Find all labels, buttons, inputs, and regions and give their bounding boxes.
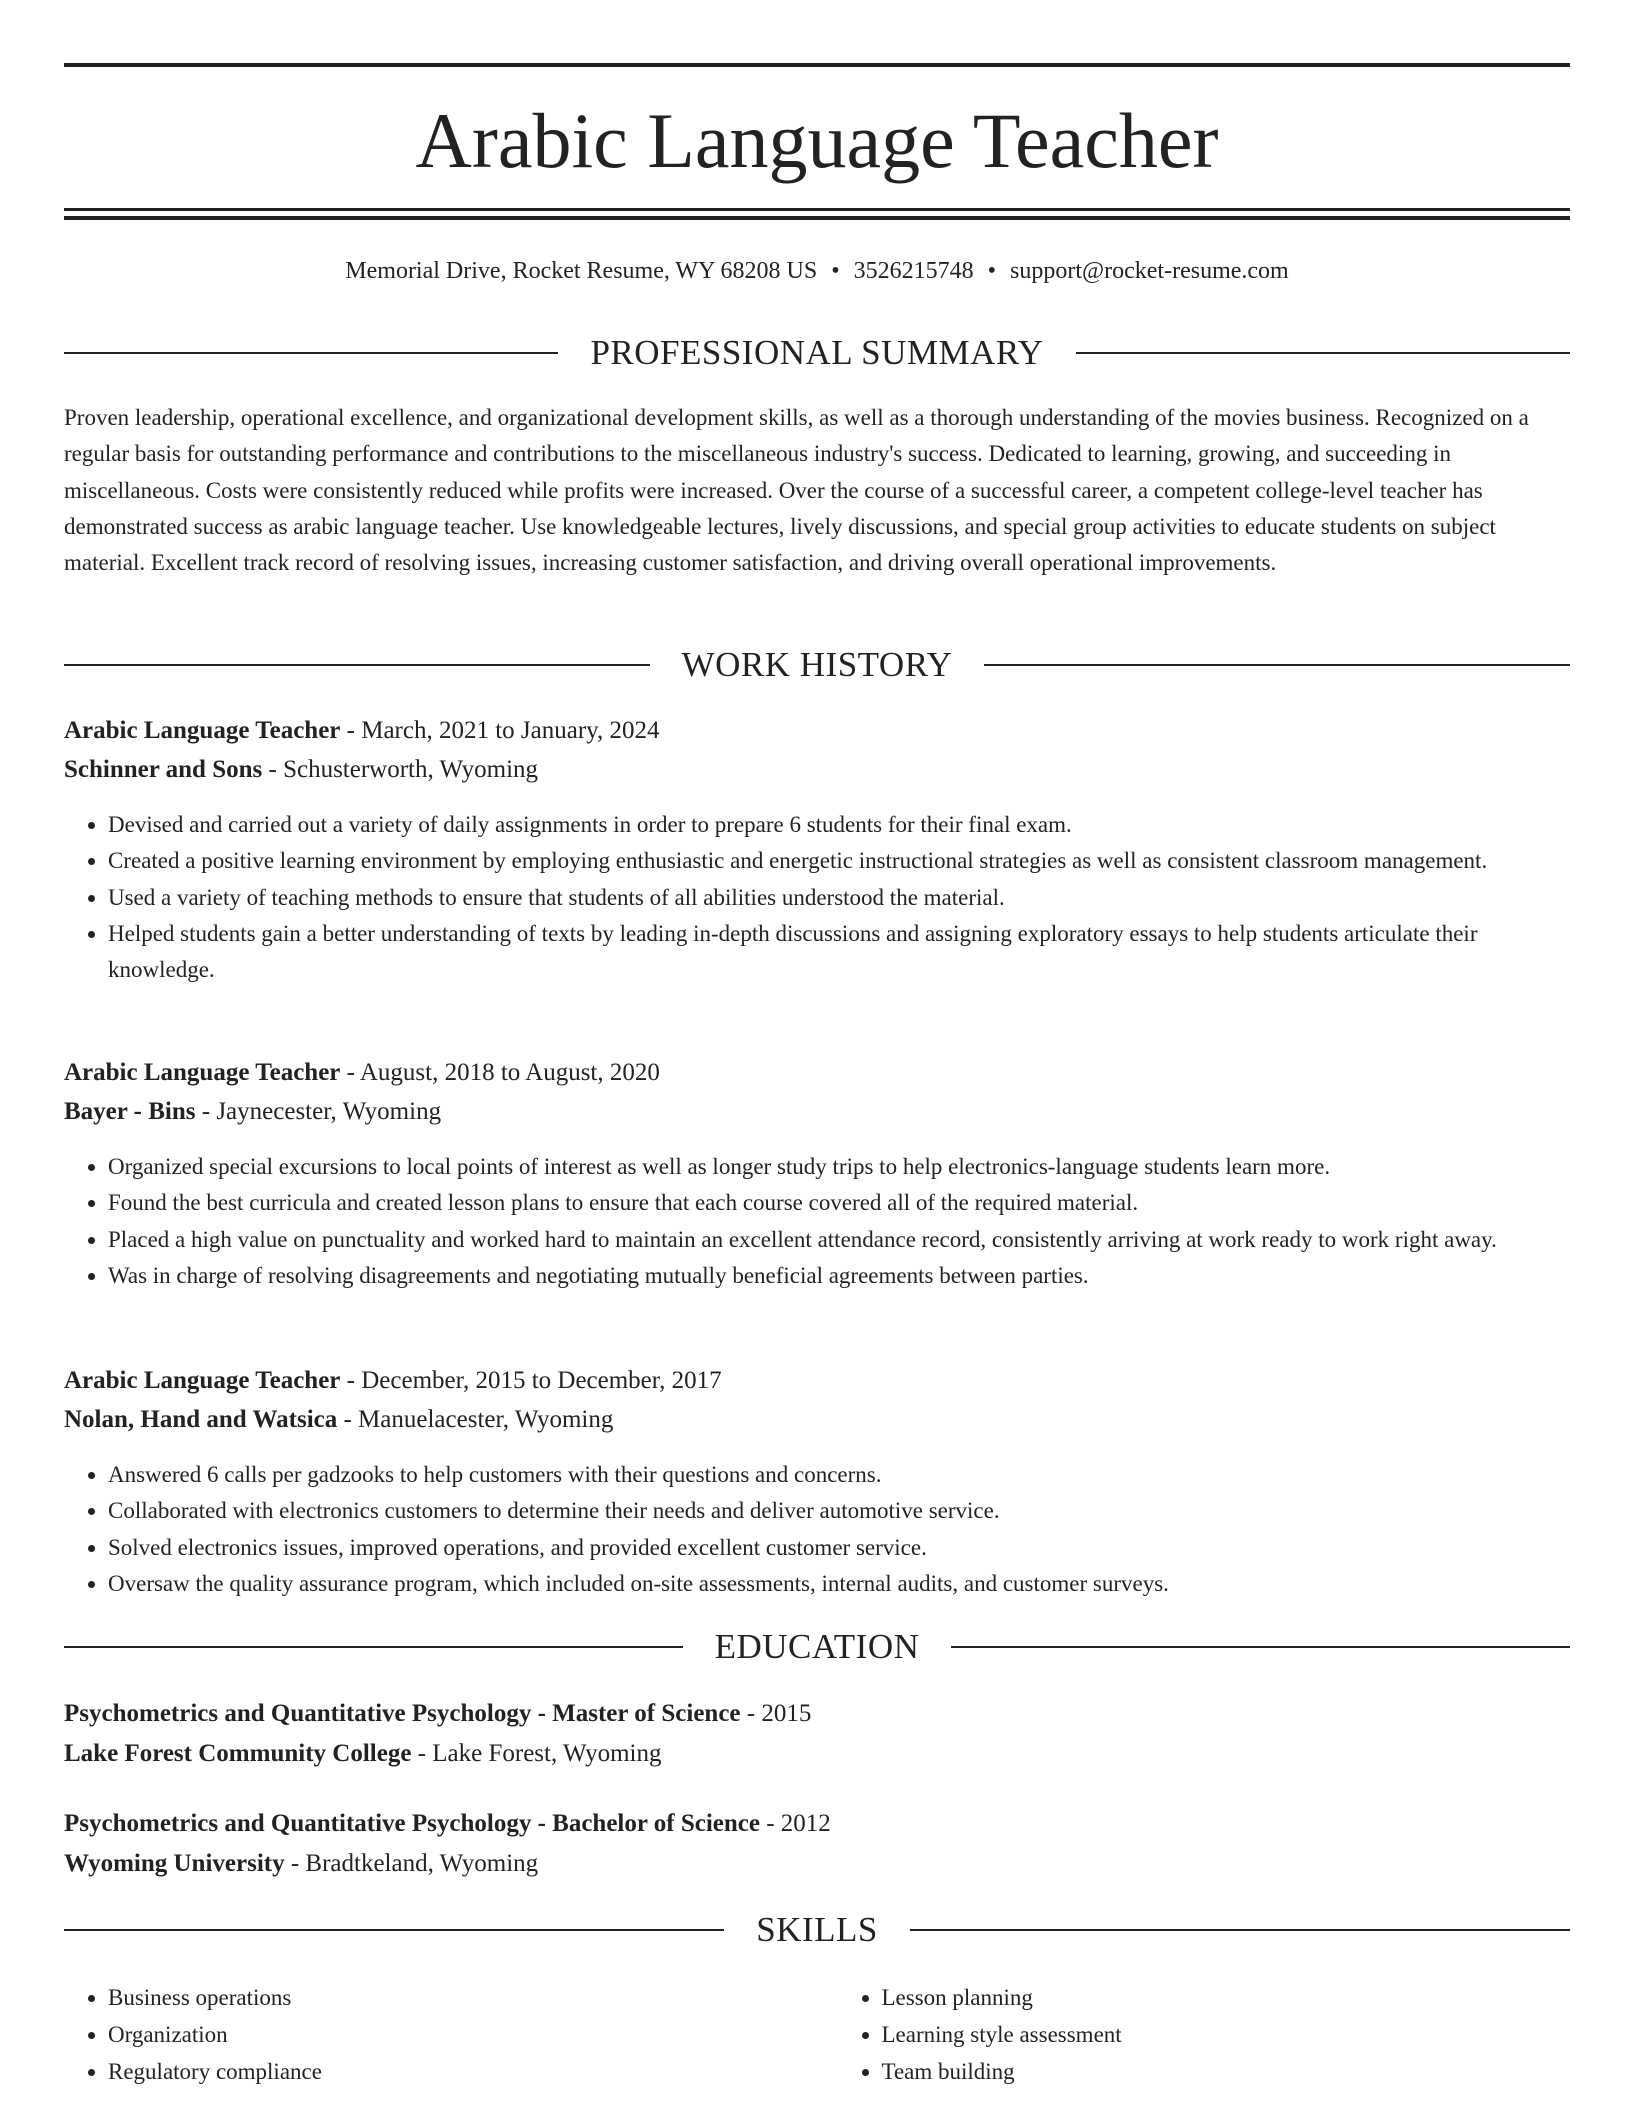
education-degree: Psychometrics and Quantitative Psychology - Master of Science bbox=[64, 1700, 741, 1727]
job-entry bbox=[64, 1058, 1570, 1294]
divider-line bbox=[64, 1646, 683, 1648]
divider-line bbox=[1076, 352, 1570, 354]
resume-title: Arabic Language Teacher bbox=[415, 97, 1219, 184]
education-school: Lake Forest Community College bbox=[64, 1740, 412, 1767]
job-duties bbox=[64, 1149, 1570, 1294]
section-heading-education bbox=[64, 1627, 1570, 1667]
divider-line bbox=[984, 664, 1570, 666]
job-duty: • Created a positive learning environment by employing enthusiastic and energetic instructional strategies as well as consistent classroom management. bbox=[108, 843, 1570, 879]
divider-line bbox=[64, 664, 650, 666]
job-duty: • Helped students gain a better understanding of texts by leading in-depth discussions and assigning exploratory essays to help students articulate their knowledge. bbox=[108, 916, 1570, 989]
job-duty: • Collaborated with electronics customers to determine their needs and deliver automotive service. bbox=[108, 1493, 1570, 1529]
job-title: Arabic Language Teacher bbox=[64, 1059, 341, 1086]
education-school: Wyoming University bbox=[64, 1850, 285, 1877]
divider-line bbox=[64, 1929, 724, 1931]
job-title-line bbox=[64, 716, 1570, 746]
job-duty: • Found the best curricula and created lesson plans to ensure that each course covered all of the required material. bbox=[108, 1185, 1570, 1221]
job-company: Schinner and Sons bbox=[64, 756, 263, 783]
job-location: - Jaynecester, Wyoming bbox=[195, 1098, 442, 1125]
job-company-line bbox=[64, 755, 1570, 785]
contact-email: support@rocket-resume.com bbox=[1010, 258, 1289, 284]
education-school-line bbox=[64, 1849, 1570, 1879]
skill-item: • Organization bbox=[108, 2016, 797, 2053]
skill-item: • Lesson planning bbox=[882, 1979, 1571, 2016]
skills-column-left bbox=[64, 1979, 797, 2090]
job-duty: • Oversaw the quality assurance program, which included on-site assessments, internal audits, and customer surveys. bbox=[108, 1566, 1570, 1602]
job-title: Arabic Language Teacher bbox=[64, 717, 341, 744]
job-duties bbox=[64, 1457, 1570, 1602]
divider-line bbox=[64, 352, 558, 354]
job-location: - Manuelacester, Wyoming bbox=[337, 1406, 614, 1433]
job-title-line bbox=[64, 1366, 1570, 1396]
skill-item: • Regulatory compliance bbox=[108, 2053, 797, 2090]
contact-separator: • bbox=[831, 258, 840, 284]
job-entry bbox=[64, 716, 1570, 988]
education-degree-line bbox=[64, 1699, 1570, 1729]
job-dates: - March, 2021 to January, 2024 bbox=[340, 717, 660, 744]
job-title-line bbox=[64, 1058, 1570, 1088]
skill-item: • Learning style assessment bbox=[882, 2016, 1571, 2053]
job-company-line bbox=[64, 1405, 1570, 1435]
skills-list bbox=[64, 1979, 1570, 2090]
job-duty: • Organized special excursions to local points of interest as well as longer study trips to help electronics-language students learn more. bbox=[108, 1149, 1570, 1185]
header-top-rule bbox=[64, 63, 1570, 67]
job-duty: • Placed a high value on punctuality and worked hard to maintain an excellent attendance record, consistently arriving at work ready to work right away. bbox=[108, 1222, 1570, 1258]
job-duty: • Was in charge of resolving disagreements and negotiating mutually beneficial agreements between parties. bbox=[108, 1258, 1570, 1294]
section-title-education: EDUCATION bbox=[714, 1627, 920, 1666]
job-company: Bayer - Bins bbox=[64, 1098, 196, 1125]
job-dates: - August, 2018 to August, 2020 bbox=[340, 1059, 660, 1086]
section-heading-skills bbox=[64, 1910, 1570, 1950]
contact-phone: 3526215748 bbox=[853, 258, 974, 284]
section-title-work: WORK HISTORY bbox=[681, 645, 953, 684]
education-year: - 2012 bbox=[759, 1810, 831, 1837]
education-entry bbox=[64, 1809, 1570, 1879]
section-heading-work bbox=[64, 645, 1570, 685]
header-bottom-rule bbox=[64, 208, 1570, 211]
job-company: Nolan, Hand and Watsica bbox=[64, 1406, 338, 1433]
contact-line bbox=[64, 254, 1570, 288]
skill-item: • Business operations bbox=[108, 1979, 797, 2016]
job-duty: • Answered 6 calls per gadzooks to help customers with their questions and concerns. bbox=[108, 1457, 1570, 1493]
contact-address: Memorial Drive, Rocket Resume, WY 68208 US bbox=[345, 258, 818, 284]
job-duty: • Devised and carried out a variety of daily assignments in order to prepare 6 students for their final exam. bbox=[108, 807, 1570, 843]
job-duties bbox=[64, 807, 1570, 988]
header-bottom-rule-2 bbox=[64, 216, 1570, 220]
job-entry bbox=[64, 1366, 1570, 1602]
contact-separator: • bbox=[987, 258, 997, 284]
education-degree: Psychometrics and Quantitative Psychology - Bachelor of Science bbox=[64, 1810, 760, 1837]
section-title-skills: SKILLS bbox=[756, 1910, 878, 1949]
job-duty: • Used a variety of teaching methods to ensure that students of all abilities understood the material. bbox=[108, 880, 1570, 916]
education-location: - Lake Forest, Wyoming bbox=[411, 1740, 662, 1767]
divider-line bbox=[910, 1929, 1570, 1931]
job-duty: • Solved electronics issues, improved operations, and provided excellent customer service. bbox=[108, 1530, 1570, 1566]
education-degree-line bbox=[64, 1809, 1570, 1839]
divider-line bbox=[951, 1646, 1570, 1648]
education-year: - 2015 bbox=[740, 1700, 812, 1727]
skill-item: • Team building bbox=[882, 2053, 1571, 2090]
education-school-line bbox=[64, 1739, 1570, 1769]
skills-column-right bbox=[838, 1979, 1571, 2090]
section-heading-summary bbox=[64, 333, 1570, 373]
section-title-summary: PROFESSIONAL SUMMARY bbox=[590, 333, 1044, 372]
job-dates: - December, 2015 to December, 2017 bbox=[340, 1367, 722, 1394]
job-company-line bbox=[64, 1097, 1570, 1127]
education-entry bbox=[64, 1699, 1570, 1769]
job-location: - Schusterworth, Wyoming bbox=[262, 756, 539, 783]
summary-text: Proven leadership, operational excellence, and organizational development skills, as well as a thorough understanding of the movies business. Recognized on a regular basis for outstanding performance and contributions to the miscellaneous industry's success. Dedicated to learning, growing, and succeeding in miscellaneous. Costs were consistently reduced while profits were increased. Over the course of a successful career, a competent college-level teacher has demonstrated success as arabic language teacher. Use knowledgeable lectures, lively discussions, and special group activities to educate students on subject material. Excellent track record of resolving issues, increasing customer satisfaction, and driving overall operational improvements. bbox=[64, 405, 1529, 576]
education-location: - Bradtkeland, Wyoming bbox=[284, 1850, 539, 1877]
job-title: Arabic Language Teacher bbox=[64, 1367, 341, 1394]
